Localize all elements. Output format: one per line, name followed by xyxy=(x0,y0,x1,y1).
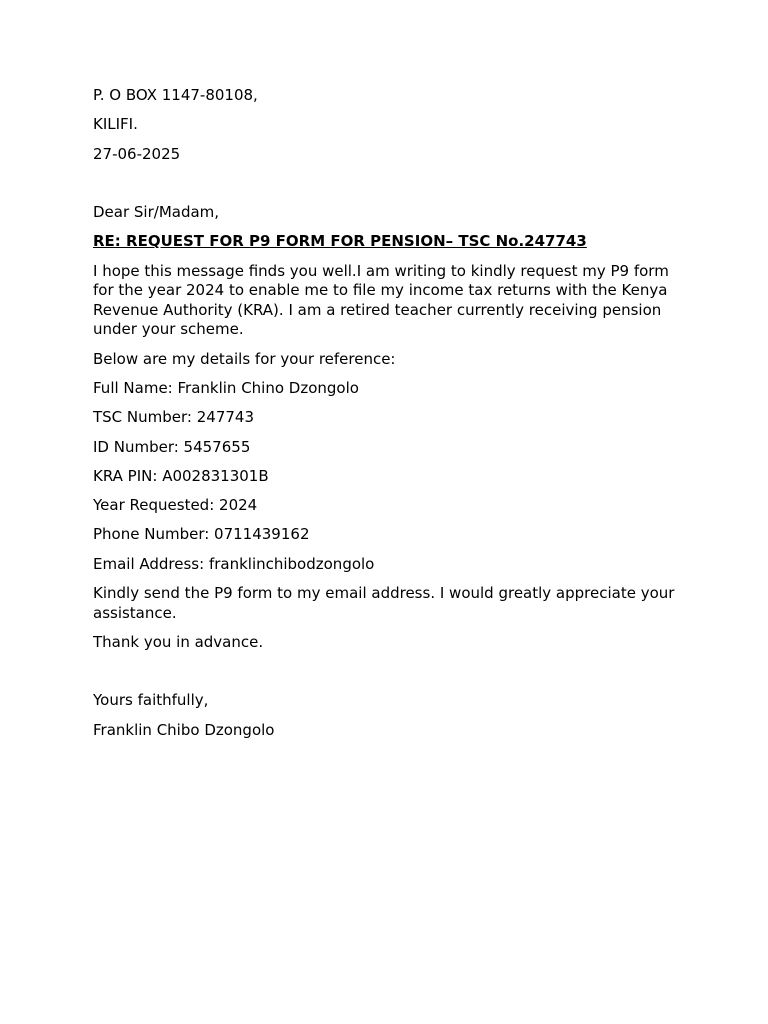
letter-date: 27-06-2025 xyxy=(93,144,181,163)
spacer xyxy=(93,174,693,203)
details-heading: Below are my details for your reference: xyxy=(93,349,396,368)
detail-year-requested: Year Requested: 2024 xyxy=(93,496,258,515)
letter-page xyxy=(93,86,693,750)
subject-line: RE: REQUEST FOR P9 FORM FOR PENSION– TSC No.247743 xyxy=(93,232,587,251)
address-town: KILIFI. xyxy=(93,115,138,134)
thanks-line: Thank you in advance. xyxy=(93,632,264,651)
signature-name: Franklin Chibo Dzongolo xyxy=(93,720,275,739)
salutation: Dear Sir/Madam, xyxy=(93,203,220,222)
detail-full-name: Full Name: Franklin Chino Dzongolo xyxy=(93,379,359,398)
detail-tsc-number: TSC Number: 247743 xyxy=(93,408,255,427)
intro-paragraph: I hope this message finds you well.I am writing to kindly request my P9 form for the year 2024 to enable me to file my income tax returns with the Kenya Revenue Authority (KRA). I am a retired teacher currently receiving pension under your scheme. xyxy=(93,261,669,339)
request-paragraph: Kindly send the P9 form to my email address. I would greatly appreciate your assistance. xyxy=(93,584,675,622)
detail-kra-pin: KRA PIN: A002831301B xyxy=(93,466,269,485)
detail-email-address: Email Address: franklinchibodzongolo xyxy=(93,554,375,573)
valediction: Yours faithfully, xyxy=(93,691,209,710)
detail-phone-number: Phone Number: 0711439162 xyxy=(93,525,310,544)
spacer xyxy=(93,662,693,691)
detail-id-number: ID Number: 5457655 xyxy=(93,437,251,456)
address-box: P. O BOX 1147-80108, xyxy=(93,86,258,104)
